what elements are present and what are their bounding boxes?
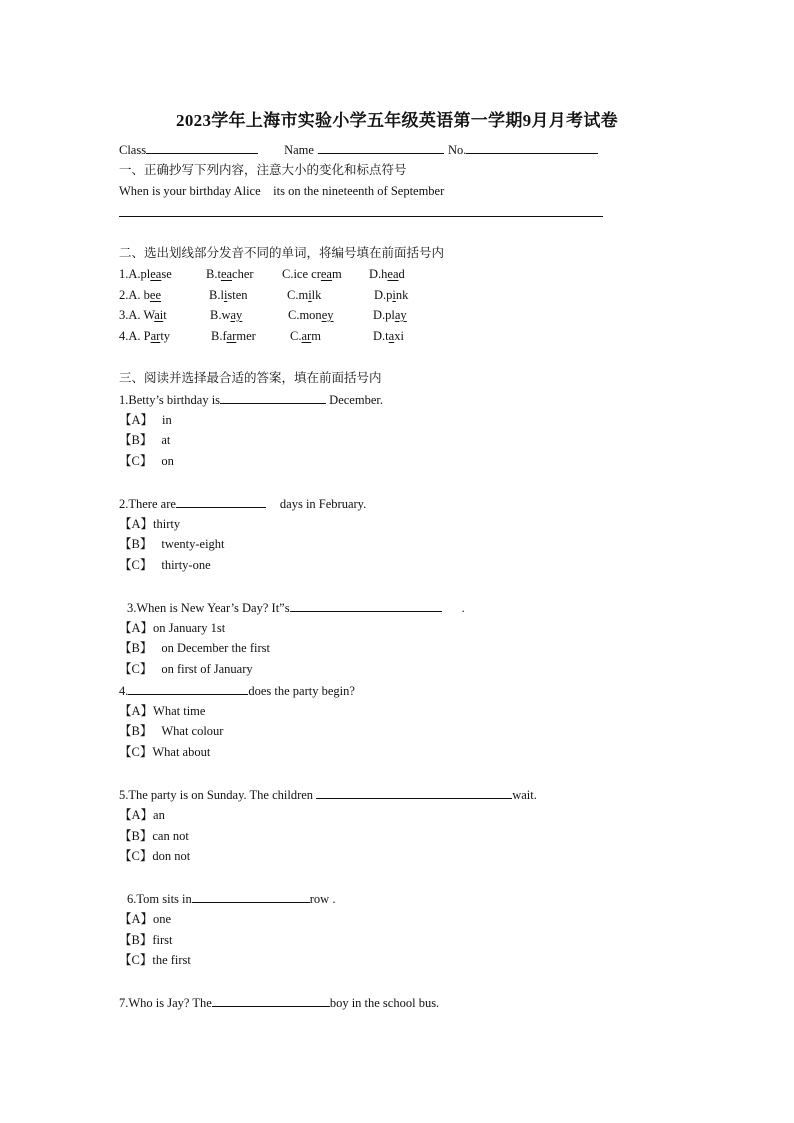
option-text: B.f [211,329,227,343]
option-text: thirty-one [161,558,211,572]
question-2 [119,495,366,512]
option-text: C. [290,329,302,343]
underlined-sound: i [392,288,396,302]
question-text: does the party begin? [248,684,355,698]
option-text: D.h [369,267,388,281]
option-text: B.t [206,267,221,281]
section1-heading: 一、正确抄写下列内容，注意大小的变化和标点符号 [119,163,407,177]
question-text: 7.Who is Jay? The [119,996,212,1010]
option-text: sten [227,288,248,302]
underlined-sound: ee [149,288,162,302]
question-text: row . [309,892,336,906]
option-text: cher [232,267,254,281]
option-text: on [161,454,174,468]
option-label: 【C】 [119,558,153,572]
underlined-sound: ea [387,267,399,281]
option-text: What time [153,704,206,718]
underlined-sound: ay [394,308,407,322]
option-text: What colour [161,724,224,738]
answer-option[interactable] [119,932,172,948]
option-text: an [153,808,165,822]
option-text: thirty [153,517,181,531]
question-text: 1.Betty’s birthday is [119,393,221,407]
name-blank[interactable] [318,141,444,154]
option-label: 【B】 [119,933,153,947]
student-info-line [119,141,598,158]
underlined-sound: ar [301,329,312,343]
option-label: 【B】 [119,724,153,738]
option-text: can not [152,829,189,843]
pronunciation-option [211,328,256,344]
underlined-sound: ey [321,308,334,322]
question-text: days in February. [279,497,367,511]
answer-blank[interactable] [220,391,326,404]
answer-blank[interactable] [176,495,266,508]
answer-blank[interactable] [212,994,330,1007]
answer-option[interactable] [119,911,171,927]
pronunciation-option [369,266,405,282]
underlined-sound: ar [150,329,161,343]
option-text: nk [395,288,409,302]
answer-option[interactable] [119,848,190,864]
option-label: 【A】 [119,808,154,822]
option-text: lk [311,288,322,302]
answer-option[interactable] [119,432,170,448]
option-text: C.m [287,288,309,302]
pronunciation-option [290,328,321,344]
pronunciation-option [119,287,161,303]
answer-option[interactable] [119,536,225,552]
option-text: se [161,267,172,281]
pronunciation-option [209,287,248,303]
option-text: D.t [373,329,389,343]
page-title: 2023学年上海市实验小学五年级英语第一学期9月月考试卷 [176,111,618,130]
option-label: 【B】 [119,641,153,655]
option-text: t [163,308,167,322]
option-text: D.pl [373,308,395,322]
question-text: boy in the school bus. [329,996,440,1010]
underlined-sound: i [223,288,228,302]
question-text: 4. [119,684,129,698]
option-text: C.mon [288,308,322,322]
option-text: 4.A. P [119,329,151,343]
option-label: 【B】 [119,433,153,447]
answer-option[interactable] [119,661,253,677]
option-text: first [152,933,173,947]
pronunciation-option [119,266,172,282]
answer-blank[interactable] [290,599,442,612]
pronunciation-option [119,328,170,344]
option-text: mer [236,329,256,343]
answer-option[interactable] [119,640,270,656]
question-text: 3.When is New Year’s Day? It”s [127,601,290,615]
option-label: 【A】 [119,912,154,926]
option-text: m [331,267,342,281]
option-text: ty [160,329,171,343]
question-text: 6.Tom sits in [127,892,192,906]
class-label: Class [119,143,147,157]
question-text: 2.There are [119,497,176,511]
name-label: Name [284,143,314,157]
answer-option[interactable] [119,703,205,719]
pronunciation-option [287,287,321,303]
underlined-sound: ea [220,267,233,281]
pronunciation-option [119,307,167,323]
answer-option[interactable] [119,952,191,968]
option-text: on December the first [161,641,270,655]
option-label: 【C】 [119,953,153,967]
option-label: 【C】 [119,745,153,759]
section2-heading: 二、选出划线部分发音不同的单词，将编号填在前面括号内 [119,246,445,260]
option-text: 2.A. b [119,288,150,302]
option-text: C.ice cr [282,267,321,281]
option-label: 【A】 [119,517,154,531]
answer-option[interactable] [119,828,189,844]
option-text: twenty-eight [161,537,225,551]
answer-blank[interactable] [316,786,512,799]
underlined-sound: ay [230,308,243,322]
number-blank[interactable] [466,141,598,154]
answer-option[interactable] [119,453,174,469]
option-text: 3.A. W [119,308,155,322]
question-text: 5.The party is on Sunday. The children [119,788,317,802]
option-text: d [398,267,405,281]
option-text: at [161,433,171,447]
pronunciation-option [374,287,408,303]
answer-blank[interactable] [128,682,248,695]
option-label: 【A】 [119,413,154,427]
option-label: 【A】 [119,621,154,635]
pronunciation-option [373,328,404,344]
option-text: on first of January [161,662,253,676]
question-3 [127,599,465,616]
pronunciation-option [282,266,342,282]
option-text: xi [394,329,404,343]
option-label: 【C】 [119,662,153,676]
answer-option[interactable] [119,807,165,823]
option-text: on January 1st [153,621,226,635]
option-text: m [311,329,321,343]
option-text: B.l [209,288,224,302]
underlined-sound: ar [226,329,237,343]
question-4 [119,682,355,699]
answer-option[interactable] [119,412,172,428]
pronunciation-option [288,307,334,323]
option-text: B.w [210,308,231,322]
copy-answer-line[interactable] [119,216,603,217]
answer-option[interactable] [119,620,225,636]
number-label: No. [447,143,467,157]
pronunciation-option [210,307,242,323]
answer-option[interactable] [119,516,180,532]
question-text: wait. [512,788,537,802]
question-1 [119,391,383,408]
pronunciation-option [373,307,407,323]
answer-option[interactable] [119,744,210,760]
underlined-sound: a [388,329,395,343]
pronunciation-option [206,266,254,282]
option-label: 【C】 [119,849,153,863]
class-blank[interactable] [146,141,258,154]
question-5 [119,786,537,803]
underlined-sound: ai [154,308,164,322]
option-text: one [153,912,172,926]
option-text: 1.A.pl [119,267,151,281]
option-text: don not [152,849,191,863]
answer-blank[interactable] [192,890,310,903]
question-6 [127,890,335,907]
section3-heading: 三、阅读并选择最合适的答案，填在前面括号内 [119,371,382,385]
option-label: 【C】 [119,454,153,468]
option-label: 【A】 [119,704,154,718]
section1-sentence: When is your birthday Alice its on the nineteenth of September [119,184,445,198]
option-label: 【B】 [119,829,153,843]
option-text: in [162,413,172,427]
underlined-sound: i [308,288,312,302]
question-text: . [461,601,465,615]
answer-option[interactable] [119,557,211,573]
option-text: What about [152,745,211,759]
option-label: 【B】 [119,537,153,551]
underlined-sound: ea [320,267,332,281]
option-text: the first [152,953,191,967]
option-text: D.p [374,288,393,302]
answer-option[interactable] [119,723,223,739]
underlined-sound: ea [150,267,162,281]
question-7 [119,994,439,1011]
question-text: December. [326,393,383,407]
